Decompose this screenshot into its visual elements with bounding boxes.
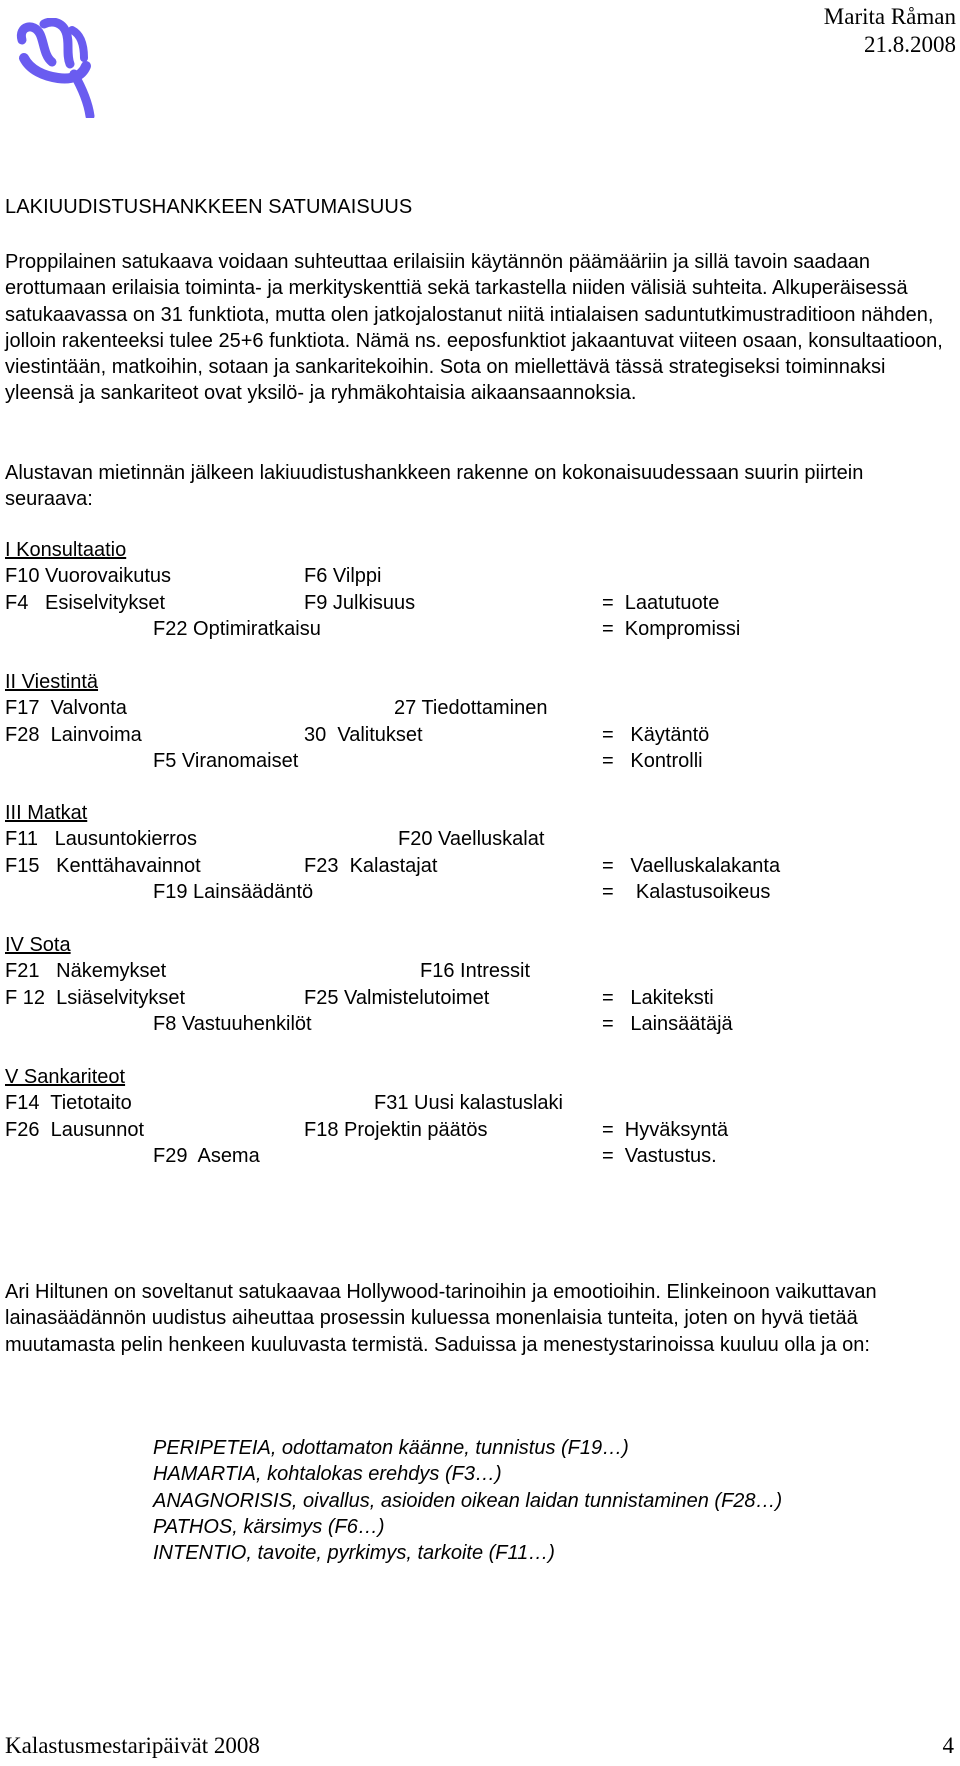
- cell-b: 30 Valitukset: [304, 723, 423, 746]
- cell-a: F26 Lausunnot: [5, 1118, 144, 1141]
- terms-list: [153, 1435, 782, 1566]
- header-author: Marita Råman: [823, 4, 956, 29]
- cell-c: = Laatutuote: [602, 591, 720, 614]
- cell-b: F22 Optimiratkaisu: [153, 617, 321, 640]
- intro-paragraph: Proppilainen satukaava voidaan suhteuttaa erilaisiin käytännön päämääriin ja sillä tavoin saadaan erottumaan erilaisia toiminta- ja merkityskenttiä sekä tarkastella niiden välisiä suhteita. Alkuperäisessä satukaavassa on 31 funktiota, mutta olen jatkojalostanut niitä intialaisen saduntutkimustraditioon nähden, jolloin rakenteeksi tulee 25+6 funktiota. Nämä ns. eeposfunktiot jakaantuvat viiteen osaan, konsultaatioon, viestintään, matkoihin, sotaan ja sankaritekoihin. Sota on miellettävä tässä strategiseksi toiminnaksi yleensä ja sankariteot ovat yksilö- ja ryhmäkohtaisia aikaansaannoksia.: [5, 251, 943, 405]
- section-konsultaatio: [5, 537, 955, 642]
- cell-c: = Lainsäätäjä: [602, 1012, 733, 1035]
- cell-b: F8 Vastuuhenkilöt: [153, 1012, 312, 1035]
- structure-paragraph: Alustavan mietinnän jälkeen lakiuudistushankkeen rakenne on kokonaisuudessaan suurin piirtein seuraava:: [5, 462, 864, 511]
- term-item: PATHOS, kärsimys (F6…): [153, 1515, 385, 1538]
- cell-a: F21 Näkemykset: [5, 960, 167, 983]
- cell-a: F28 Lainvoima: [5, 723, 142, 746]
- cell-c: = Vaelluskalakanta: [602, 854, 781, 877]
- section-heading: V Sankariteot: [5, 1066, 126, 1088]
- cell-c: = Käytäntö: [602, 723, 710, 746]
- cell-c: = Hyväksyntä: [602, 1118, 729, 1141]
- section-heading: IV Sota: [5, 934, 71, 956]
- section-sankariteot: [5, 1064, 955, 1169]
- cell-b: F16 Intressit: [420, 960, 531, 983]
- cell-b: F6 Vilppi: [304, 565, 382, 588]
- cell-b: 27 Tiedottaminen: [394, 697, 548, 720]
- cell-a: F4 Esiselvitykset: [5, 591, 166, 614]
- hiltunen-paragraph: Ari Hiltunen on soveltanut satukaavaa Hollywood-tarinoihin ja emootioihin. Elinkeinoon vaikuttavan lainasäädännön uudistus aiheuttaa prosessin kuluessa monenlaisia tunteita, joten on hyvä tietää muutamasta pelin henkeen kuuluvasta termistä. Saduissa ja menestystarinoissa kuuluu olla ja on:: [5, 1281, 877, 1356]
- cell-a: F 12 Lsiäselvitykset: [5, 986, 186, 1009]
- cell-b: F23 Kalastajat: [304, 854, 438, 877]
- cell-a: F15 Kenttähavainnot: [5, 854, 201, 877]
- cell-c: = Kontrolli: [602, 749, 703, 772]
- document-title: LAKIUUDISTUSHANKKEEN SATUMAISUUS: [5, 196, 413, 218]
- section-heading: III Matkat: [5, 802, 88, 824]
- term-item: ANAGNORISIS, oivallus, asioiden oikean laidan tunnistaminen (F28…): [153, 1489, 783, 1512]
- cell-b: F29 Asema: [153, 1144, 260, 1167]
- cell-c: = Kalastusoikeus: [602, 880, 771, 903]
- cell-a: F17 Valvonta: [5, 697, 127, 720]
- cell-b: F20 Vaelluskalat: [398, 828, 545, 851]
- cell-b: F25 Valmistelutoimet: [304, 986, 490, 1009]
- cell-b: F18 Projektin päätös: [304, 1118, 488, 1141]
- section-sota: [5, 932, 955, 1037]
- cell-c: = Lakiteksti: [602, 986, 714, 1009]
- term-item: PERIPETEIA, odottamaton käänne, tunnistus (F19…): [153, 1437, 629, 1459]
- section-viestinta: [5, 669, 955, 774]
- term-item: HAMARTIA, kohtalokas erehdys (F3…): [153, 1463, 502, 1486]
- cell-c: = Kompromissi: [602, 617, 741, 640]
- cell-b: F19 Lainsäädäntö: [153, 880, 314, 903]
- footer-event: Kalastusmestaripäivät 2008: [5, 1733, 260, 1758]
- cell-b: F9 Julkisuus: [304, 591, 416, 614]
- section-matkat: [5, 800, 955, 905]
- page-number: 4: [942, 1733, 954, 1758]
- term-item: INTENTIO, tavoite, pyrkimys, tarkoite (F11…): [153, 1542, 555, 1565]
- section-heading: II Viestintä: [5, 671, 99, 693]
- section-heading: I Konsultaatio: [5, 539, 127, 561]
- cell-b: F5 Viranomaiset: [153, 749, 299, 772]
- cell-b: F31 Uusi kalastuslaki: [374, 1092, 563, 1115]
- stylized-hand-logo-icon: [14, 18, 104, 118]
- cell-a: F14 Tietotaito: [5, 1092, 132, 1115]
- header-date: 21.8.2008: [864, 32, 956, 57]
- cell-c: = Vastustus.: [602, 1144, 717, 1167]
- cell-a: F10 Vuorovaikutus: [5, 565, 172, 588]
- cell-a: F11 Lausuntokierros: [5, 828, 197, 851]
